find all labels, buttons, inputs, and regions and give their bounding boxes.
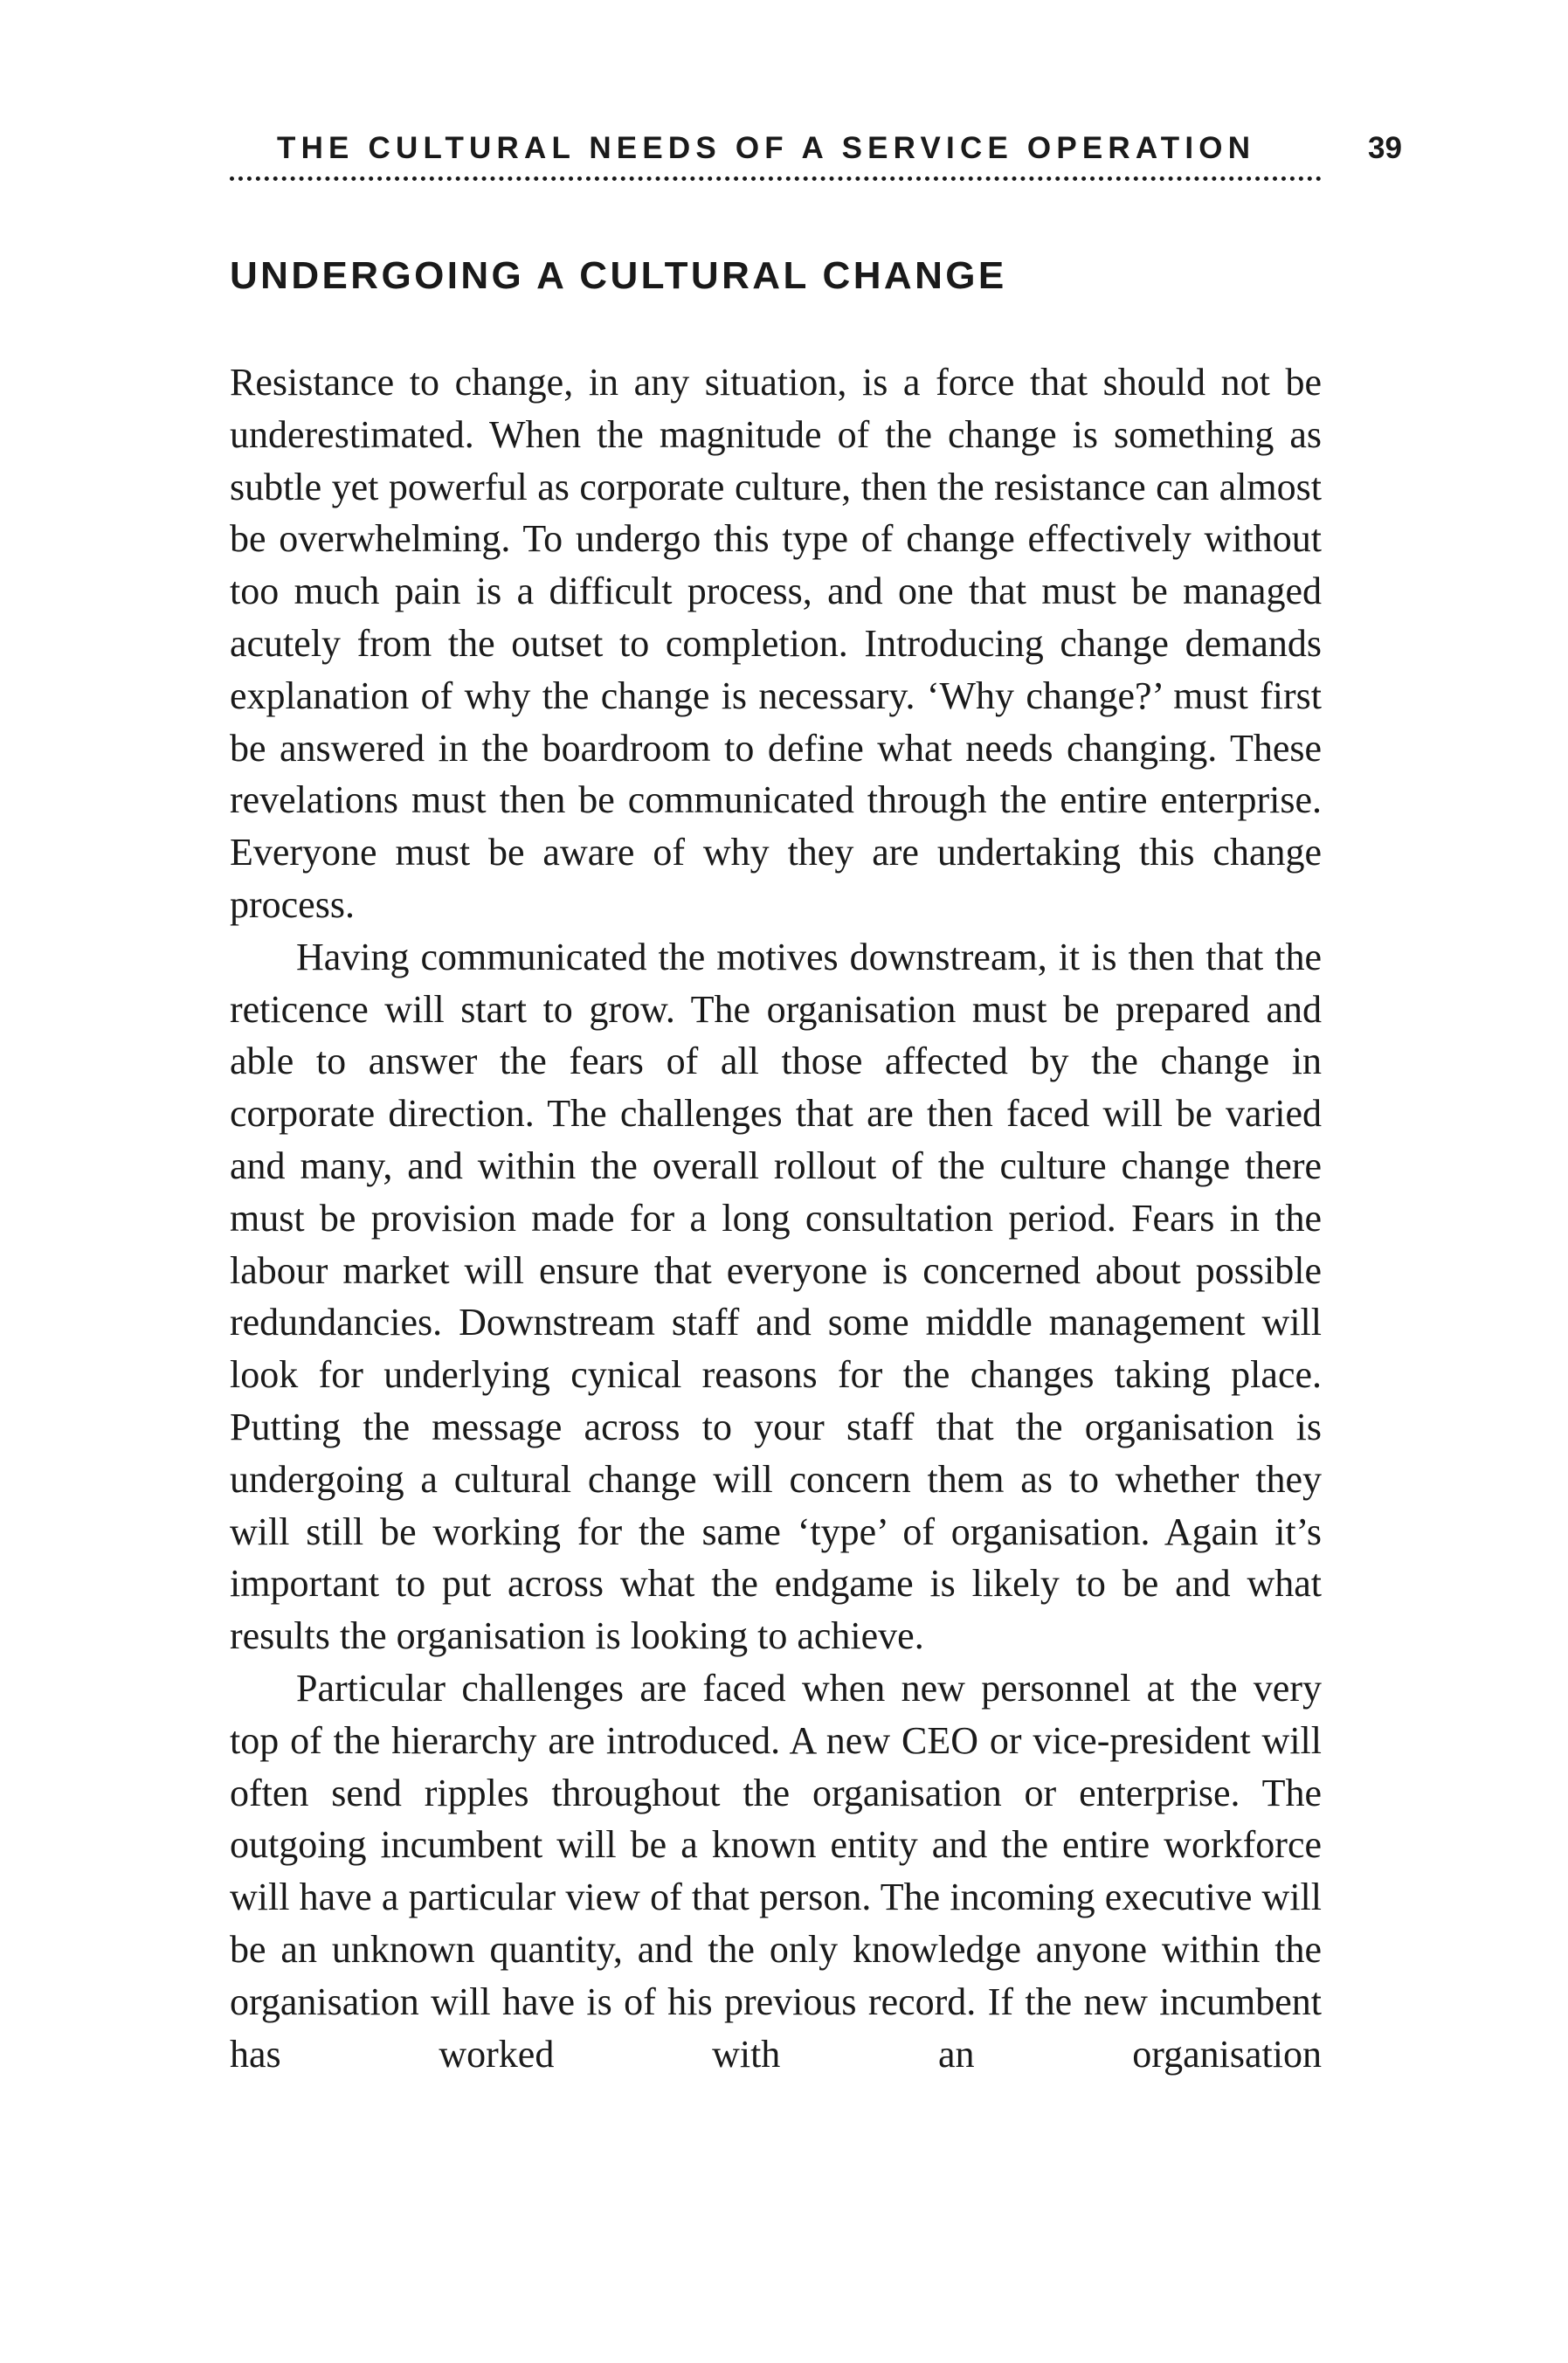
paragraph-2: Having communicated the motives downstream, it is then that the reticence will start to grow. The organisation must be prepared and able to answer the fears of all those affected by the change in corporate direction. The challenges that are then faced will be varied and many, and within the overall rollout of the culture change there must be provision made for a long consultation period. Fears in the labour market will ensure that everyone is concerned about possible redundancies. Downstream staff and some middle management will look for underlying cynical reasons for the changes taking place. Putting the message across to your staff that the organisation is undergoing a cultural change will concern them as to whether they will still be working for the same ‘type’ of organisation. Again it’s important to put across what the endgame is likely to be and what results the organisation is looking to achieve. <box>230 935 1322 1658</box>
running-head-title: THE CULTURAL NEEDS OF A SERVICE OPERATION <box>277 131 1256 165</box>
paragraph-1: Resistance to change, in any situation, is a force that should not be underestimated. When the magnitude of the change is something as subtle yet powerful as corporate culture, then the resistance can almost be overwhelming. To undergo this type of change effectively without too much pain is a difficult process, and one that must be managed acutely from the outset to completion. Introducing change demands explanation of why the change is necessary. ‘Why change?’ must first be answered in the boardroom to define what needs changing. These revelations must then be communicated through the entire enterprise. Everyone must be aware of why they are undertaking this change process. <box>230 361 1322 926</box>
running-head <box>230 131 1402 183</box>
paragraph-3: Particular challenges are faced when new personnel at the very top of the hierarchy are introduced. A new CEO or vice-president will often send ripples throughout the organisation or enterprise. The outgoing incumbent will be a known entity and the entire workforce will have a particular view of that person. The incoming executive will be an unknown quantity, and the only knowledge anyone within the organisation will have is of his previous record. If the new incumbent has worked with an organisation <box>230 1666 1322 2076</box>
page-number: 39 <box>1368 131 1402 165</box>
body-text <box>230 356 1322 2080</box>
dotted-rule-divider <box>230 176 1322 181</box>
section-heading: UNDERGOING A CULTURAL CHANGE <box>230 254 1007 297</box>
